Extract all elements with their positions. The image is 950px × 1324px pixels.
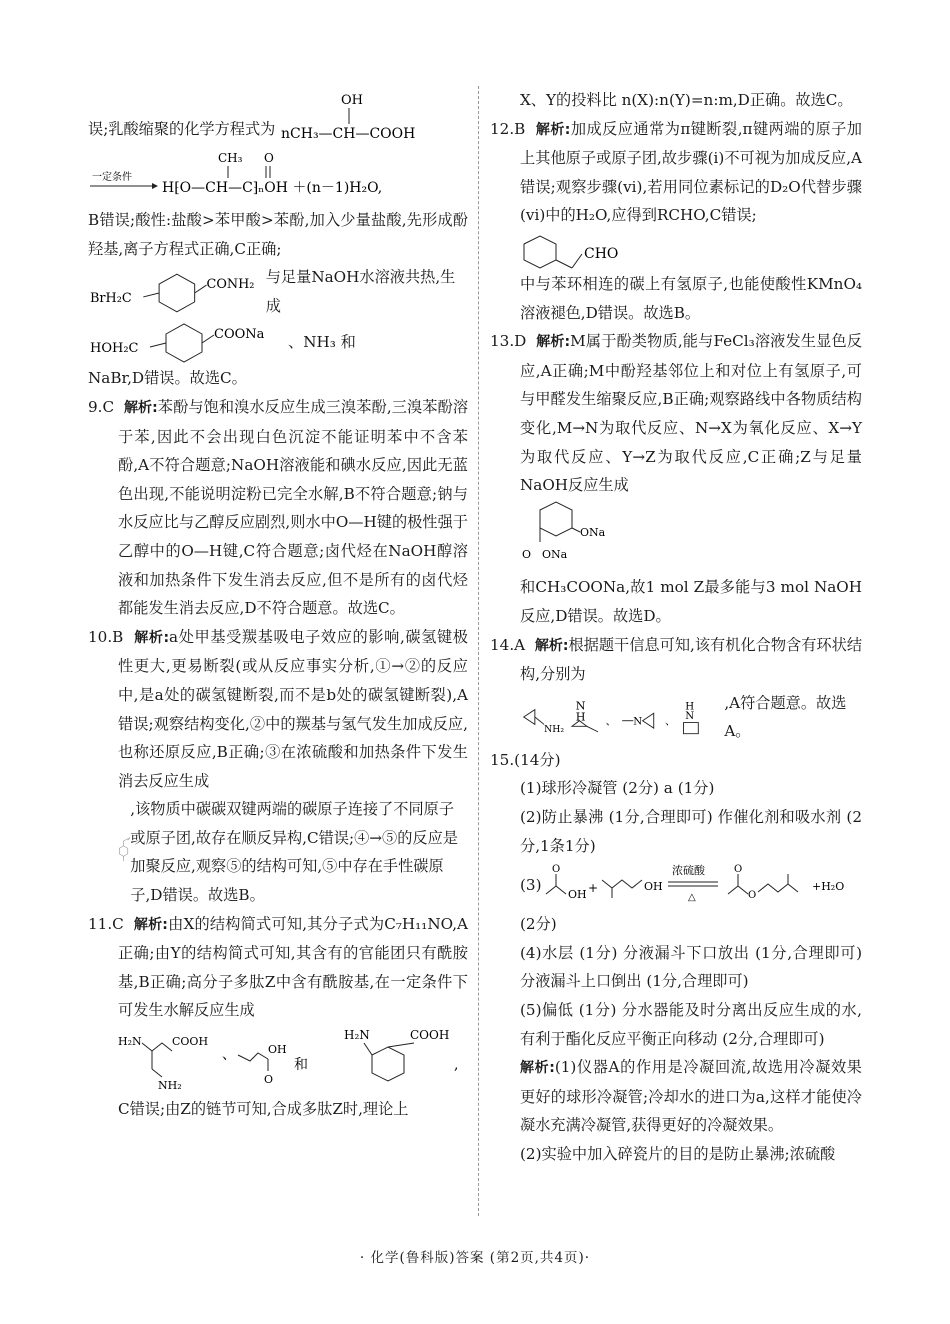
svg-text:OH: OH	[268, 1043, 287, 1057]
q10-text2: ,该物质中碳碳双键两端的碳原子连接了不同原子或原子团,故存在顺反异构,C错误;④→⑤的反应是加聚反应,观察⑤的结构可知,⑤中存在手性碳原子,D错误。故选B。	[130, 800, 458, 905]
svg-text:N: N	[575, 699, 586, 713]
q13-answer: 13.D	[490, 332, 527, 351]
q9	[88, 393, 468, 623]
q12	[490, 115, 862, 230]
q15-analysis-2: (2)实验中加入碎瓷片的目的是防止暴沸;浓硫酸	[520, 1145, 836, 1163]
polylactic-equation	[88, 146, 468, 204]
svg-text:N: N	[685, 711, 695, 723]
esterification-equation	[542, 860, 862, 910]
q15-analysis-label: 解析:	[520, 1060, 555, 1077]
svg-text:H₂N: H₂N	[344, 1028, 370, 1043]
q10-answer: 10.B	[88, 627, 124, 646]
svg-text:COONa: COONa	[214, 327, 265, 343]
q11-text2: C错误;由Z的链节可知,合成多肽Z时,理论上	[118, 1100, 409, 1119]
svg-text:O: O	[747, 890, 756, 902]
q14-text2: ,A符合题意。故选A。	[724, 693, 847, 741]
svg-text:BrH₂C: BrH₂C	[89, 290, 132, 306]
svg-text:COOH: COOH	[172, 1035, 209, 1049]
propenyl-toluene-structure	[118, 802, 130, 902]
q9-label: 解析:	[123, 399, 158, 416]
svg-text:N: N	[633, 716, 643, 728]
svg-text:NH₂: NH₂	[158, 1079, 182, 1093]
svg-text:+H₂O: +H₂O	[811, 880, 844, 894]
svg-text:OH: OH	[567, 888, 587, 902]
svg-text:OH: OH	[643, 880, 663, 894]
q11	[88, 910, 468, 1025]
svg-text:ONa: ONa	[580, 525, 606, 539]
svg-text:O: O	[264, 1073, 274, 1087]
hydrolysis-products-structures	[118, 1025, 468, 1095]
q15-part5: (5)偏低 (1分) 分水器能及时分离出反应生成的水,有利于酯化反应平衡正向移动 (2分,合理即可)	[520, 1001, 862, 1048]
svg-text:H₂N: H₂N	[118, 1035, 142, 1049]
svg-text:CH₃: CH₃	[218, 151, 243, 165]
svg-text:、: 、	[605, 714, 617, 728]
q13	[490, 327, 862, 500]
svg-text:nCH₃—CH—COOH: nCH₃—CH—COOH	[281, 126, 416, 142]
q15-analysis	[490, 1053, 862, 1140]
q8-text-a: 误;乳酸缩聚的化学方程式为	[88, 120, 276, 139]
q8-text-d: 、NH₃ 和	[288, 333, 356, 352]
svg-text:O: O	[551, 864, 560, 876]
q11-label: 解析:	[133, 916, 168, 933]
q14-label: 解析:	[534, 637, 569, 654]
q15-part3-label: (3)	[520, 875, 542, 894]
q15-part2: (2)防止暴沸 (1分,合理即可) 作催化剂和吸水剂 (2分,1条1分)	[520, 808, 862, 855]
q15-analysis-1: (1)仪器A的作用是冷凝回流,故选用冷凝效果更好的球形冷凝管;冷却水的进口为a,这样才能使冷凝水充满冷凝管,获得更好的冷凝效果。	[520, 1058, 862, 1135]
q13-label: 解析:	[536, 334, 571, 351]
svg-text:NH₂: NH₂	[544, 724, 565, 736]
lactic-acid-formula	[279, 86, 439, 144]
svg-text:+: +	[587, 881, 598, 896]
svg-text:HOH₂C: HOH₂C	[90, 341, 139, 357]
svg-text:H: H	[685, 701, 695, 713]
q8-text-b: B错误;酸性:盐酸>苯甲酸>苯酚,加入少量盐酸,先形成酚羟基,离子方程式正确,C正确;	[88, 211, 468, 258]
bromomethyl-benzamide-structure	[88, 270, 266, 314]
q11-text: 由X的结构简式可知,其分子式为C₇H₁₁NO,A正确;由Y的结构简式可知,其含有的官能团只有酰胺基,B正确;高分子多肽Z中含有酰胺基,在一定条件下可发生水解反应生成	[118, 914, 469, 1020]
hydroxymethyl-benzoate-structure	[88, 320, 288, 364]
svg-text:O: O	[522, 547, 532, 561]
q9-text: 苯酚与饱和溴水反应生成三溴苯酚,三溴苯酚溶于苯,因此不会出现白色沉淀不能证明苯中不含苯酚,A不符合题意;NaOH溶液能和碘水反应,因此无蓝色出现,不能说明淀粉已完全水解,B不符合题意;钠与水反应比与乙醇反应剧烈,则水中O—H键的极性强于乙醇中的O—H键,C符合题意;卤代烃在NaOH醇溶液和加热条件下发生消去反应,但不是所有的卤代烃都能发生消去反应,D不符合题意。故选C。	[118, 397, 469, 618]
phenylacetaldehyde-structure	[520, 230, 630, 270]
q10-text: a处甲基受羰基吸电子效应的影响,碳氢键极性更大,更易断裂(或从反应事实分析,①→②的反应中,是a处的碳氢键断裂,而不是b处的碳氢键断裂),A错误;观察结构变化,②中的羰基与氢气发生加成反应,也称还原反应,B正确;③在浓硫酸和加热条件下发生消去反应生成	[118, 627, 468, 790]
left-column	[88, 86, 468, 1124]
q12-answer: 12.B	[490, 119, 526, 138]
svg-text:、: 、	[664, 714, 677, 728]
svg-text:H⁅O—CH—C⁆ₙOH ＋(n－1)H₂O,: H⁅O—CH—C⁆ₙOH ＋(n－1)H₂O,	[162, 180, 383, 196]
svg-text:H: H	[575, 710, 586, 724]
svg-text:COOH: COOH	[410, 1028, 450, 1043]
q11-answer: 11.C	[88, 914, 124, 933]
q13-text: M属于酚类物质,能与FeCl₃溶液发生显色反应,A正确;M中酚羟基邻位上和对位上有氢原子,可与甲醛发生缩聚反应,B正确;观察路线中各物质结构变化,M→N为取代反应、N→X为氧化反应、X→Y为取代反应、Y→Z为取代反应,C正确;Z与足量NaOH反应生成	[520, 332, 863, 495]
q12-label: 解析:	[535, 121, 571, 138]
svg-text:ONa: ONa	[542, 547, 568, 561]
q11-and: 和	[294, 1057, 308, 1074]
q14	[490, 631, 862, 689]
svg-text:CONH₂: CONH₂	[206, 276, 255, 292]
svg-text:OH: OH	[341, 93, 364, 108]
q15-heading: 15.(14分)	[490, 750, 561, 769]
sodium-phenoxide-benzoate-structure	[520, 500, 620, 564]
q12-text: 加成反应通常为π键断裂,π键两端的原子加上其他原子或原子团,故步骤(i)不可视为加成反应,A错误;观察步骤(vi),若用同位素标记的D₂O代替步骤(vi)中的H₂O,应得到RCHO,C错误;	[520, 119, 862, 225]
svg-text:CHO: CHO	[584, 245, 619, 262]
q14-answer: 14.A	[490, 635, 526, 654]
q11-continuation: X、Y的投料比 n(X):n(Y)=n:m,D正确。故选C。	[520, 91, 853, 109]
eq-condition: 一定条件	[92, 172, 132, 183]
q9-answer: 9.C	[88, 397, 115, 416]
q8-text-e: NaBr,D错误。故选C。	[88, 369, 247, 388]
svg-text:△: △	[687, 892, 696, 904]
q13-text2: 和CH₃COONa,故1 mol Z最多能与3 mol NaOH反应,D错误。故选D。	[520, 578, 862, 625]
column-divider	[478, 86, 479, 1216]
q15-condition: 浓硫酸	[671, 864, 705, 878]
svg-text:O: O	[264, 151, 274, 165]
q15-part4: (4)水层 (1分) 分液漏斗下口放出 (1分,合理即可) 分液漏斗上口倒出 (1分,合理即可)	[520, 943, 862, 991]
right-column	[490, 86, 862, 1169]
q12-text2: 中与苯环相连的碳上有氢原子,也能使酸性KMnO₄溶液褪色,D错误。故选B。	[520, 274, 862, 322]
q8-text-c: 与足量NaOH水溶液共热,生成	[265, 268, 456, 315]
q15-part1: (1)球形冷凝管 (2分) a (1分)	[520, 779, 715, 798]
q10	[88, 623, 468, 796]
svg-text:,: ,	[454, 1057, 459, 1074]
svg-text:O: O	[733, 864, 742, 876]
q8-continuation	[88, 86, 468, 393]
cyclic-amine-structures	[520, 697, 724, 737]
q15-part3-score: (2分)	[520, 915, 557, 934]
svg-text:、: 、	[222, 1047, 236, 1064]
q10-label: 解析:	[134, 629, 170, 646]
page-footer: · 化学(鲁科版)答案 (第2页,共4页)·	[359, 1250, 591, 1266]
q14-text: 根据题干信息可知,该有机化合物含有环状结构,分别为	[520, 635, 863, 684]
